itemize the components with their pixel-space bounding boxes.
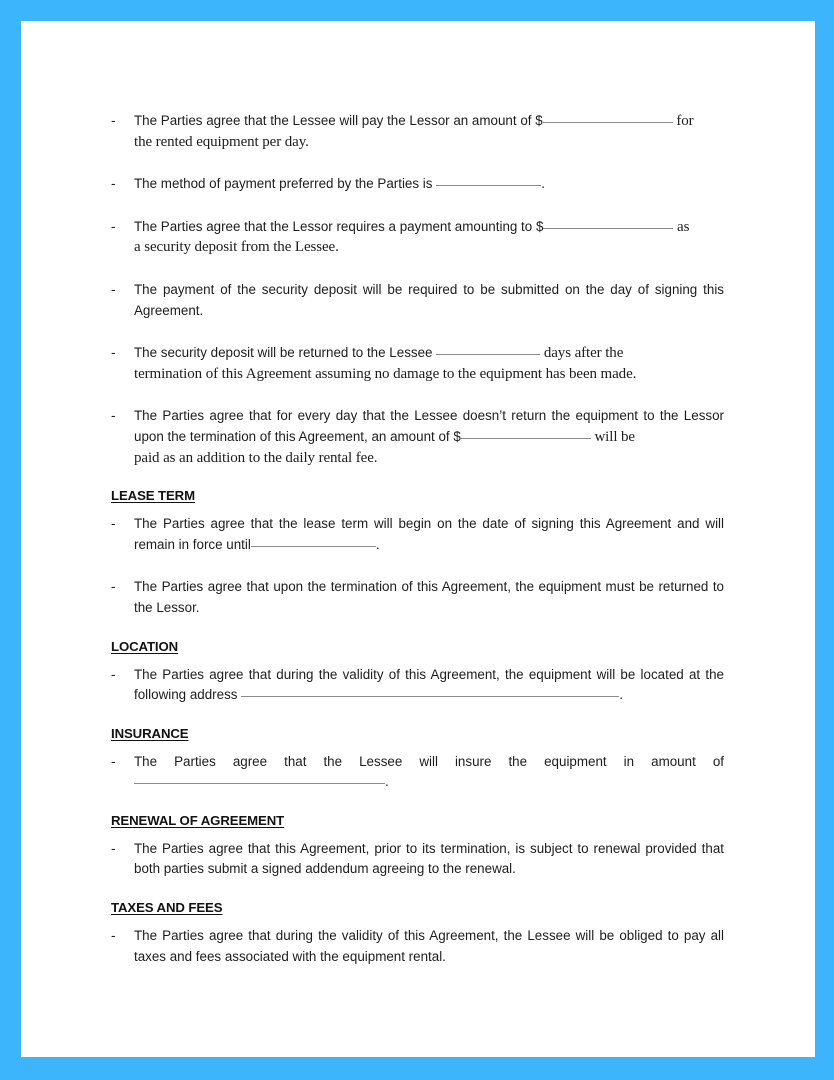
- fill-in-blank[interactable]: [543, 111, 673, 123]
- bullet-text-taxes-obligation: [134, 926, 724, 967]
- section-heading-renewal-of-agreement: RENEWAL OF AGREEMENT: [111, 812, 285, 828]
- bullet-dash-icon: -: [111, 928, 116, 944]
- bullet-text-lease-term-start: [134, 514, 724, 555]
- bullet-return-on-termination: [111, 577, 724, 618]
- bullet-text-fragment: .: [375, 536, 380, 552]
- bullet-dash-icon: -: [111, 666, 116, 682]
- bullet-text-fragment: The Parties agree that during the validity of this Agreement, the equipment will be located at the following address: [134, 666, 724, 703]
- bullet-text-fragment: The security deposit will be returned to the Lessee: [134, 345, 437, 361]
- bullet-dash-icon: -: [111, 113, 116, 128]
- bullet-text-lastline: the rented equipment per day.: [134, 133, 309, 150]
- bullet-dash-icon: -: [111, 516, 116, 532]
- bullet-text-fragment: The Parties agree that this Agreement, prior to its termination, is subject to renewal provided that both parties submit a signed addendum agreeing to the renewal.: [134, 840, 724, 877]
- bullet-late-return-penalty: [111, 406, 724, 468]
- fill-in-blank[interactable]: [543, 217, 673, 229]
- bullet-text-lastline: paid as an addition to the daily rental fee.: [134, 449, 378, 466]
- bullet-text-deposit-due-on-signing: [134, 280, 724, 321]
- bullet-dash-icon: -: [111, 579, 116, 595]
- bullet-text-equipment-location: [134, 665, 724, 706]
- bullet-text-payment-method: [134, 174, 724, 195]
- bullet-deposit-due-on-signing: [111, 280, 724, 321]
- bullet-payment-method: [111, 174, 724, 195]
- bullet-dash-icon: -: [111, 281, 116, 297]
- bullet-text-deposit-return-days: [134, 343, 724, 384]
- bullet-text-fragment: .: [541, 176, 545, 192]
- bullet-text-fragment: The Parties agree that the Lessee will pay the Lessor an amount of $: [134, 113, 543, 128]
- bullet-text-renewal-terms: [134, 839, 724, 880]
- bullet-dash-icon: -: [111, 345, 116, 361]
- bullet-text-return-on-termination: [134, 577, 724, 618]
- section-heading-taxes-and-fees: TAXES AND FEES: [111, 900, 223, 916]
- bullet-dash-icon: -: [111, 176, 116, 192]
- fill-in-blank[interactable]: [436, 174, 541, 186]
- bullet-text-fragment: The Parties agree that during the validity of this Agreement, the Lessee will be obliged to pay all taxes and fees associated with the equipment rental.: [134, 928, 724, 964]
- bullet-dash-icon: -: [111, 218, 116, 234]
- fill-in-blank[interactable]: [251, 535, 376, 547]
- bullet-dash-icon: -: [111, 753, 116, 769]
- bullet-text-security-deposit-amount: [134, 217, 724, 258]
- fill-in-blank[interactable]: [134, 772, 385, 784]
- bullet-taxes-obligation: [111, 926, 724, 967]
- bullet-renewal-terms: [111, 839, 724, 880]
- bullet-security-deposit-amount: [111, 217, 724, 258]
- bullet-text-lastline: termination of this Agreement assuming no damage to the equipment has been made.: [134, 365, 637, 382]
- bullet-text-fragment: The Parties agree that the Lessor requires a payment amounting to $: [134, 218, 544, 234]
- bullet-text-fragment: for: [672, 113, 694, 129]
- bullet-dash-icon: -: [111, 408, 116, 424]
- bullet-text-fragment: The Parties agree that the Lessee will insure the equipment in amount of: [134, 753, 724, 769]
- bullet-deposit-return-days: [111, 343, 724, 384]
- bullet-text-fragment: will be: [590, 428, 635, 445]
- bullet-text-daily-rental-amount: [134, 111, 724, 152]
- document-page: [21, 21, 815, 1057]
- bullet-text-late-return-penalty: [134, 406, 724, 468]
- bullet-dash-icon: -: [111, 840, 116, 856]
- bullet-text-fragment: .: [385, 774, 389, 790]
- bullet-text-fragment: .: [619, 687, 623, 703]
- fill-in-blank[interactable]: [436, 343, 540, 355]
- document-body: [111, 111, 724, 989]
- bullet-text-fragment: The Parties agree that the lease term will begin on the date of signing this Agreement and will remain in force until: [134, 516, 724, 552]
- bullet-equipment-location: [111, 665, 724, 706]
- section-heading-location: LOCATION: [111, 638, 179, 654]
- bullet-text-fragment: days after the: [540, 345, 624, 362]
- bullet-insurance-amount: [111, 752, 724, 793]
- section-heading-insurance: INSURANCE: [111, 725, 189, 741]
- fill-in-blank[interactable]: [241, 685, 619, 697]
- bullet-text-fragment: as: [673, 218, 690, 235]
- bullet-text-lastline: a security deposit from the Lessee.: [134, 239, 339, 256]
- bullet-text-fragment: The method of payment preferred by the Parties is: [134, 176, 437, 192]
- bullet-text-fragment: The Parties agree that for every day that the Lessee doesn’t return the equipment to the Lessor upon the termination of this Agreement, an amount of $: [134, 408, 724, 444]
- bullet-lease-term-start: [111, 514, 724, 555]
- bullet-text-fragment: The Parties agree that upon the termination of this Agreement, the equipment must be returned to the Lessor.: [134, 579, 724, 615]
- fill-in-blank[interactable]: [461, 427, 591, 439]
- bullet-daily-rental-amount: [111, 111, 724, 152]
- bullet-text-insurance-amount: [134, 752, 724, 793]
- section-heading-lease-term: LEASE TERM: [111, 488, 195, 504]
- bullet-text-fragment: The payment of the security deposit will be required to be submitted on the day of signing this Agreement.: [134, 281, 724, 318]
